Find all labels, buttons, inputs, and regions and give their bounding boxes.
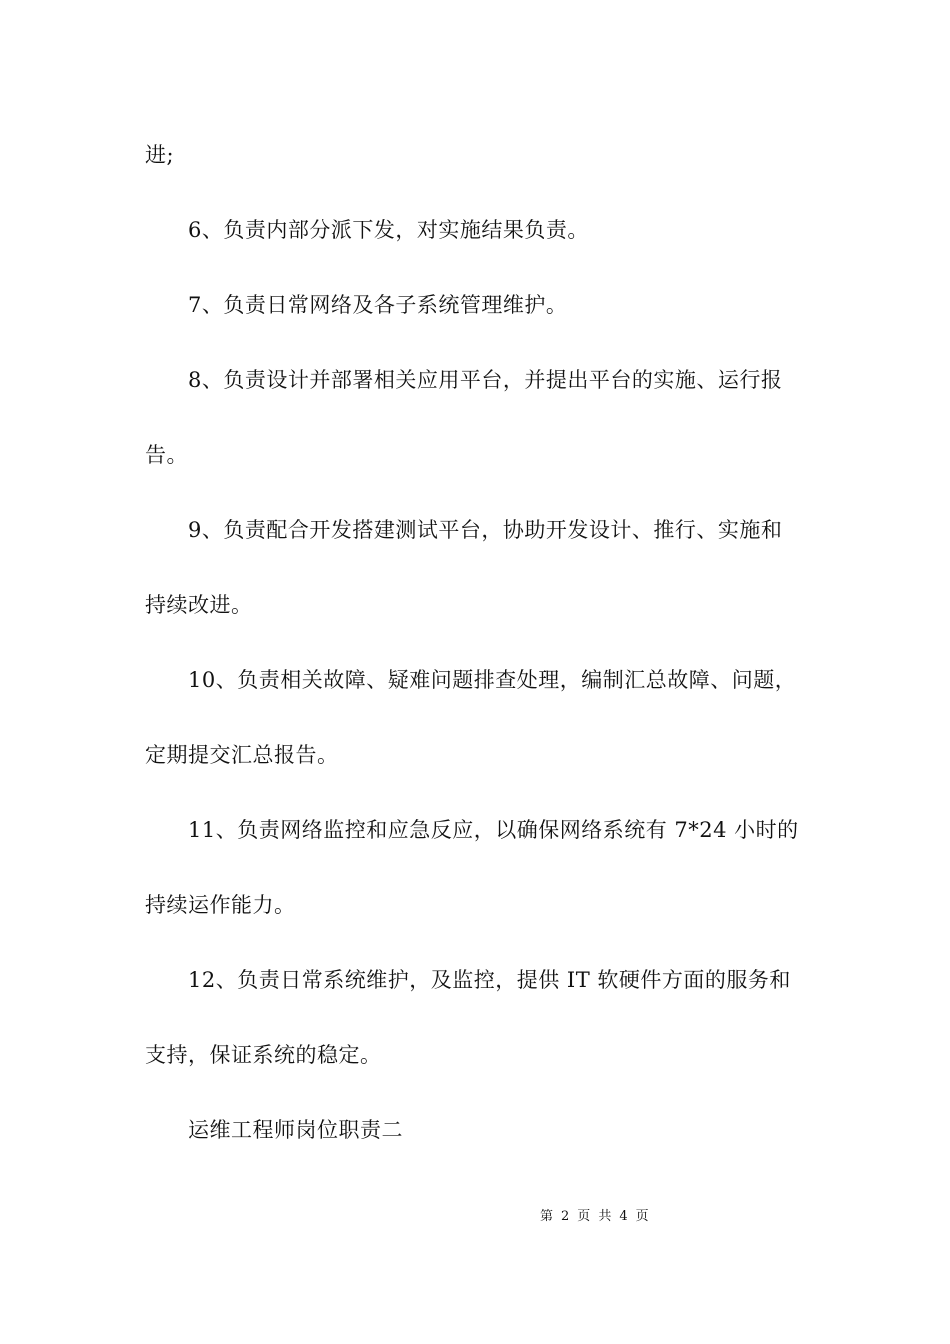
text-line: 定期提交汇总报告。 — [145, 743, 339, 767]
current-page-number: 2 — [561, 1209, 570, 1224]
text-line: 支持，保证系统的稳定。 — [145, 1043, 382, 1067]
text-line: 持续改进。 — [145, 593, 253, 617]
page-footer — [540, 1208, 740, 1226]
footer-di: 第 — [540, 1209, 554, 1224]
duty-item-11: 11、负责网络监控和应急反应，以确保网络系统有 7*24 小时的 — [188, 818, 799, 842]
footer-ye: 页 — [635, 1209, 649, 1224]
footer-gong: 共 — [598, 1209, 612, 1224]
text-line: 持续运作能力。 — [145, 893, 296, 917]
duty-item-6: 6、负责内部分派下发，对实施结果负责。 — [188, 218, 589, 242]
duty-item-9: 9、负责配合开发搭建测试平台，协助开发设计、推行、实施和 — [188, 518, 783, 542]
footer-ye: 页 — [577, 1209, 591, 1224]
duty-item-12: 12、负责日常系统维护，及监控，提供 IT 软硬件方面的服务和 — [188, 968, 791, 992]
text-line: 告。 — [145, 443, 188, 467]
duty-item-10: 10、负责相关故障、疑难问题排查处理，编制汇总故障、问题， — [188, 668, 797, 692]
duty-item-8: 8、负责设计并部署相关应用平台，并提出平台的实施、运行报 — [188, 368, 783, 392]
total-pages-number: 4 — [619, 1209, 628, 1224]
duty-item-7: 7、负责日常网络及各子系统管理维护。 — [188, 293, 568, 317]
text-line: 进; — [145, 143, 175, 167]
section-heading: 运维工程师岗位职责二 — [188, 1118, 403, 1142]
